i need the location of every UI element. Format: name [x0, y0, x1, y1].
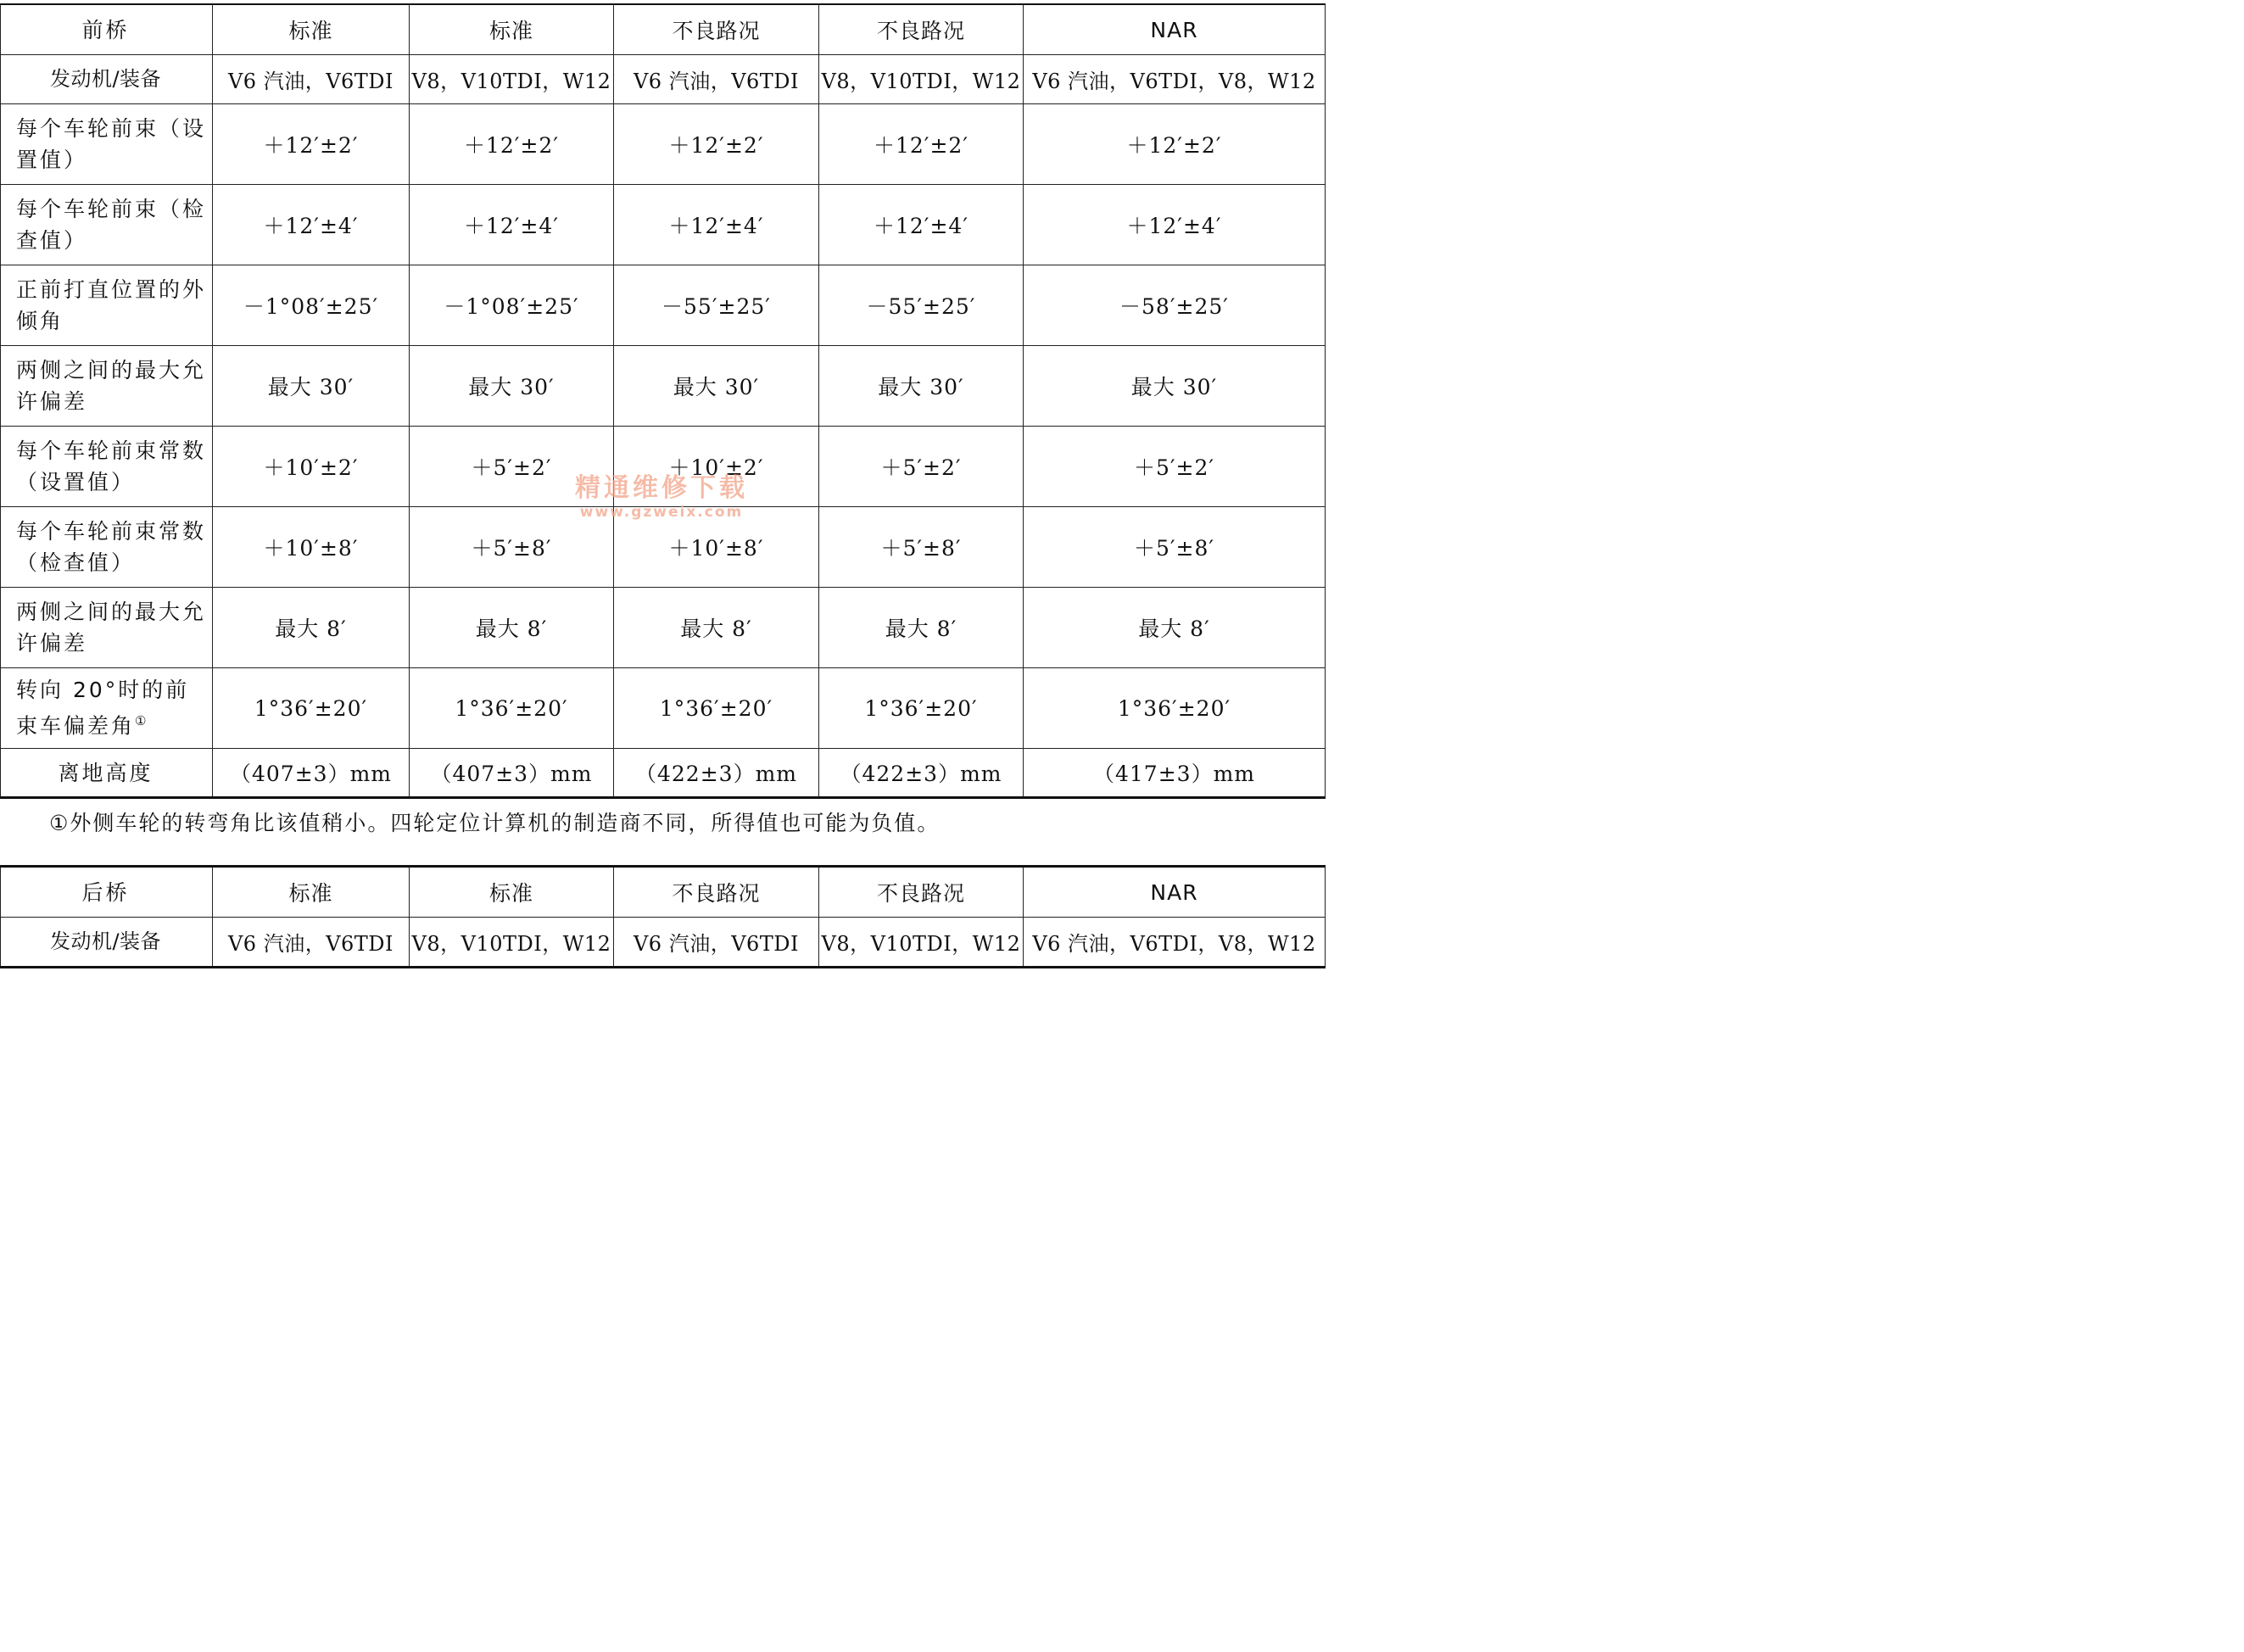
front-header-row: [1, 4, 1326, 55]
watermark-url: www.gzweix.com: [579, 504, 744, 521]
watermark: [575, 466, 748, 521]
row-label: 每个车轮前束常数（设置值）: [1, 427, 213, 507]
table-cell: （417±3）mm: [1024, 749, 1326, 798]
table-cell: 最大 8′: [1024, 588, 1326, 668]
table-cell: 1°36′±20′: [1024, 668, 1326, 749]
table-cell: ＋10′±2′: [213, 427, 410, 507]
rear-header-cell: 不良路况: [614, 867, 819, 918]
rear-header-cell: 后桥: [1, 867, 213, 918]
rear-header-cell: 标准: [410, 867, 614, 918]
front-header-cell: 不良路况: [614, 4, 819, 55]
table-cell: 最大 8′: [410, 588, 614, 668]
table-row: [1, 185, 1326, 265]
table-cell: 最大 8′: [213, 588, 410, 668]
table-cell: V6 汽油，V6TDI，V8，W12: [1024, 918, 1326, 968]
table-cell: ＋12′±2′: [819, 104, 1024, 185]
table-cell: ＋5′±8′: [410, 507, 614, 588]
table-cell: V6 汽油，V6TDI，V8，W12: [1024, 55, 1326, 104]
table-cell: 最大 8′: [819, 588, 1024, 668]
table-cell: 1°36′±20′: [614, 668, 819, 749]
row-label: 发动机/装备: [1, 918, 213, 968]
table-cell: 最大 30′: [614, 346, 819, 427]
table-cell: ＋10′±8′: [614, 507, 819, 588]
table-cell: 最大 30′: [213, 346, 410, 427]
watermark-title: 精通维修下载: [575, 473, 748, 503]
table-cell: （422±3）mm: [819, 749, 1024, 798]
table-cell: －55′±25′: [819, 265, 1024, 346]
table-cell: ＋10′±2′: [614, 427, 819, 507]
row-label: 两侧之间的最大允许偏差: [1, 346, 213, 427]
table-cell: ＋12′±4′: [1024, 185, 1326, 265]
row-label: [1, 668, 213, 749]
row-label: 正前打直位置的外倾角: [1, 265, 213, 346]
table-row: [1, 346, 1326, 427]
table-cell: V6 汽油，V6TDI: [213, 918, 410, 968]
table-cell: ＋12′±4′: [614, 185, 819, 265]
front-axle-table: [0, 3, 1326, 799]
table-cell: （407±3）mm: [410, 749, 614, 798]
rear-header-row: [1, 867, 1326, 918]
row-label: 两侧之间的最大允许偏差: [1, 588, 213, 668]
table-cell: （422±3）mm: [614, 749, 819, 798]
rear-engine-row: [1, 918, 1326, 968]
front-header-cell: 前桥: [1, 4, 213, 55]
table-row: [1, 104, 1326, 185]
table-cell: V8，V10TDI，W12: [410, 918, 614, 968]
table-cell: （407±3）mm: [213, 749, 410, 798]
table-cell: 1°36′±20′: [819, 668, 1024, 749]
row-label: 每个车轮前束（设置值）: [1, 104, 213, 185]
table-cell: ＋5′±8′: [1024, 507, 1326, 588]
rear-axle-table: [0, 865, 1326, 968]
footnote-marker: ①: [135, 713, 149, 729]
table-row: [1, 588, 1326, 668]
rear-header-cell: 不良路况: [819, 867, 1024, 918]
front-engine-row: [1, 55, 1326, 104]
row-label: 发动机/装备: [1, 55, 213, 104]
row-label: 每个车轮前束（检查值）: [1, 185, 213, 265]
table-cell: 最大 30′: [1024, 346, 1326, 427]
table-cell: ＋12′±2′: [410, 104, 614, 185]
rear-header-cell: NAR: [1024, 867, 1326, 918]
table-cell: －58′±25′: [1024, 265, 1326, 346]
table-cell: 1°36′±20′: [213, 668, 410, 749]
table-cell: ＋5′±2′: [410, 427, 614, 507]
table-cell: ＋5′±8′: [819, 507, 1024, 588]
front-header-cell: 不良路况: [819, 4, 1024, 55]
row-label-text: 转向 20°时的前束车偏差角: [16, 678, 190, 739]
table-cell: 最大 30′: [819, 346, 1024, 427]
table-cell: ＋12′±2′: [213, 104, 410, 185]
rear-header-cell: 标准: [213, 867, 410, 918]
table-cell: ＋12′±2′: [1024, 104, 1326, 185]
table-cell: V6 汽油，V6TDI: [213, 55, 410, 104]
row-label: 每个车轮前束常数（检查值）: [1, 507, 213, 588]
table-cell: 1°36′±20′: [410, 668, 614, 749]
table-cell: －55′±25′: [614, 265, 819, 346]
table-cell: ＋5′±2′: [819, 427, 1024, 507]
table-cell: ＋12′±4′: [213, 185, 410, 265]
row-label: 离地高度: [1, 749, 213, 798]
table-cell: －1°08′±25′: [213, 265, 410, 346]
table-cell: ＋12′±2′: [614, 104, 819, 185]
front-header-cell: 标准: [410, 4, 614, 55]
footnote: ①外侧车轮的转弯角比该值稍小。四轮定位计算机的制造商不同，所得值也可能为负值。: [49, 811, 941, 835]
front-header-cell: 标准: [213, 4, 410, 55]
table-cell: V8，V10TDI，W12: [410, 55, 614, 104]
table-cell: －1°08′±25′: [410, 265, 614, 346]
table-cell: ＋12′±4′: [410, 185, 614, 265]
table-cell: 最大 8′: [614, 588, 819, 668]
table-cell: 最大 30′: [410, 346, 614, 427]
table-cell: ＋10′±8′: [213, 507, 410, 588]
table-cell: V6 汽油，V6TDI: [614, 55, 819, 104]
table-row: [1, 265, 1326, 346]
front-header-cell: NAR: [1024, 4, 1326, 55]
table-cell: ＋12′±4′: [819, 185, 1024, 265]
table-row: [1, 668, 1326, 749]
front-height-row: [1, 749, 1326, 798]
table-cell: V8，V10TDI，W12: [819, 918, 1024, 968]
table-cell: V6 汽油，V6TDI: [614, 918, 819, 968]
table-cell: V8，V10TDI，W12: [819, 55, 1024, 104]
table-cell: ＋5′±2′: [1024, 427, 1326, 507]
